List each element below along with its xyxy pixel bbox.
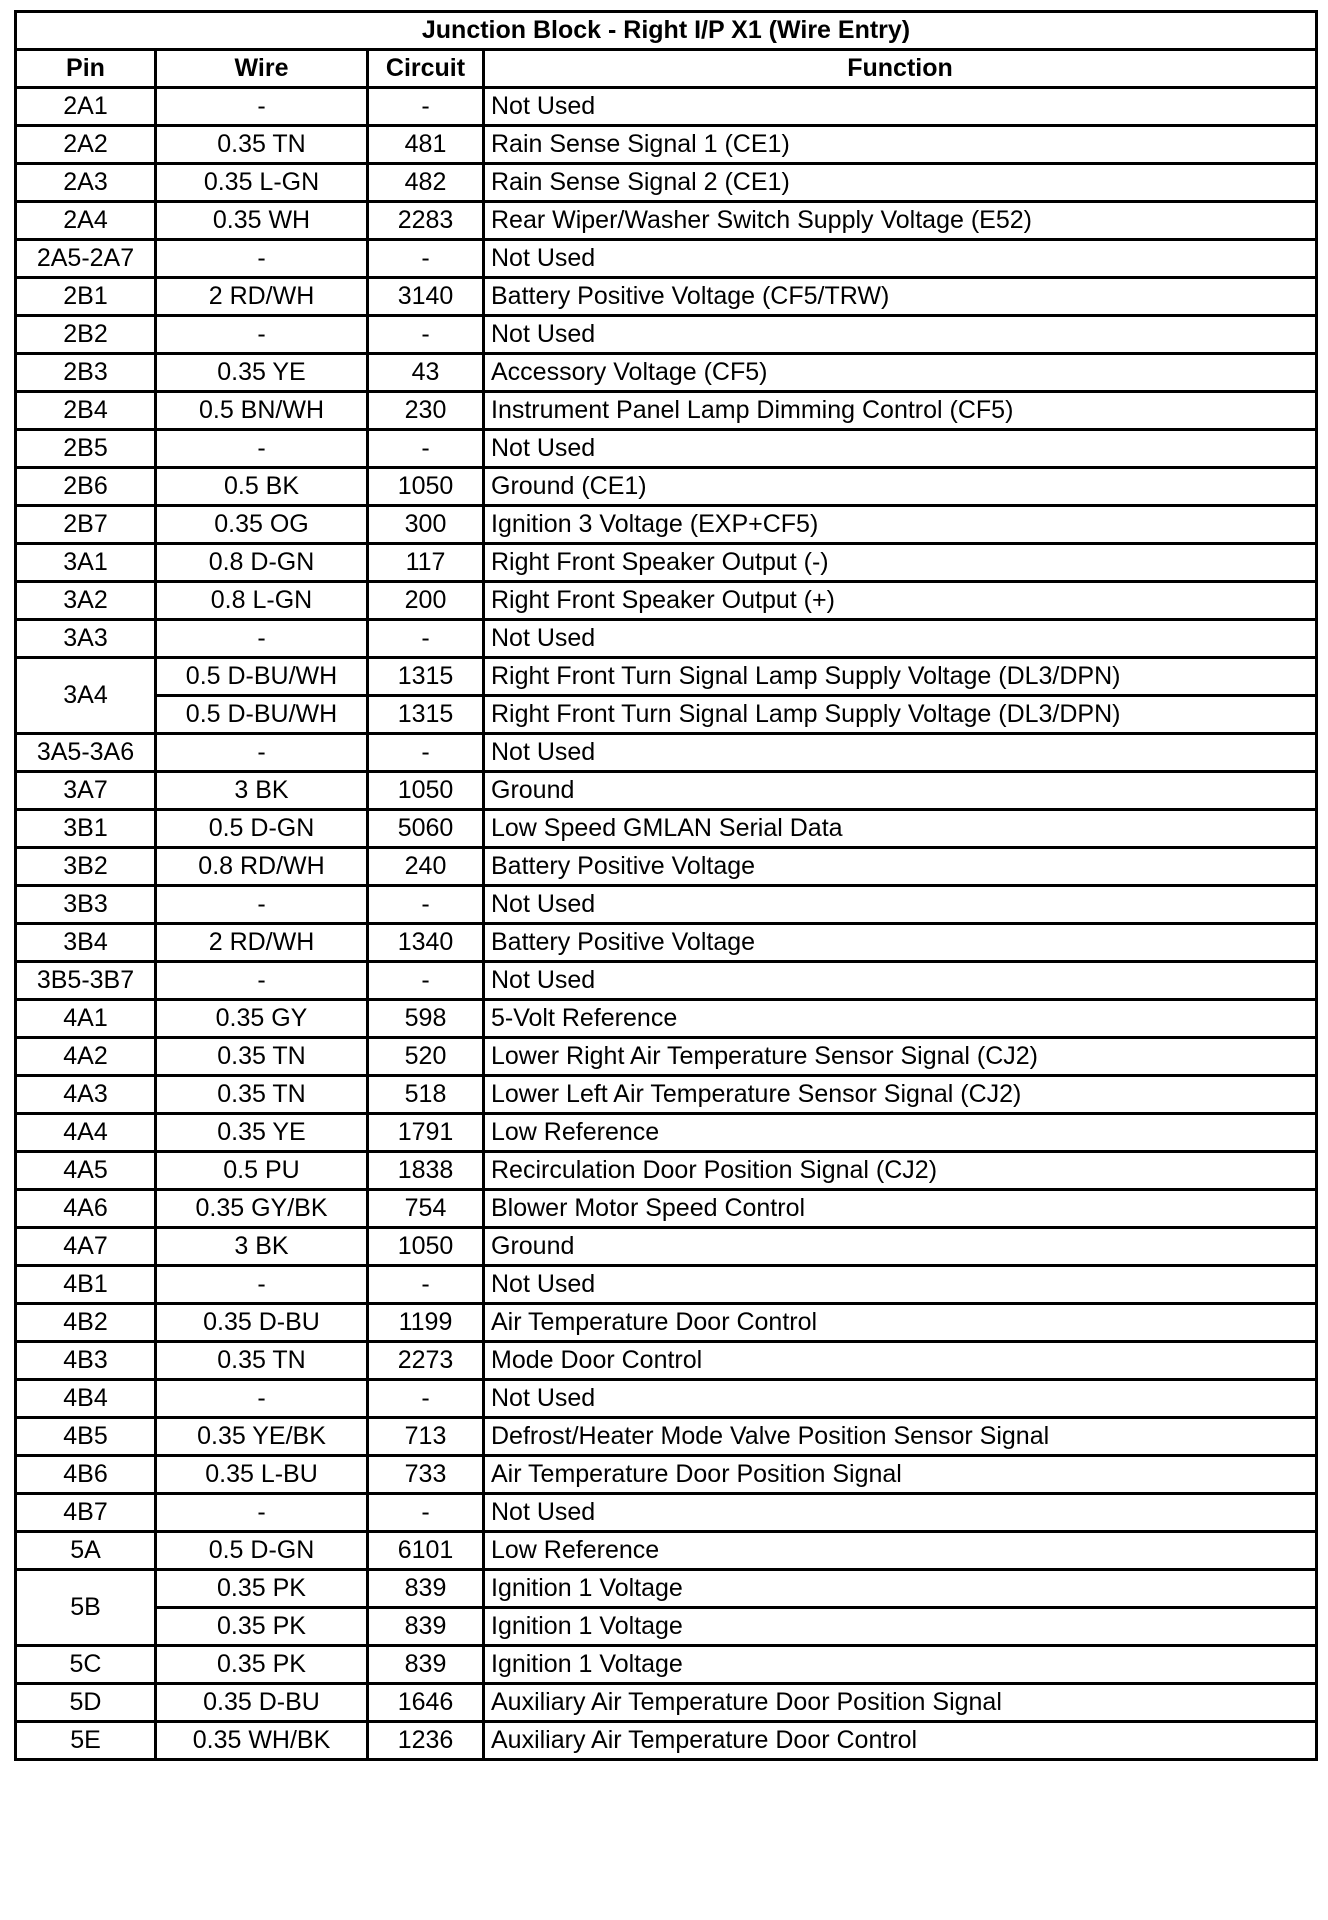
function-cell: Low Reference [484, 1114, 1317, 1152]
wire-cell: - [156, 962, 368, 1000]
wire-cell: 0.5 D-BU/WH [156, 658, 368, 696]
wire-cell: 0.8 RD/WH [156, 848, 368, 886]
table-row [16, 1266, 1317, 1304]
function-cell: Not Used [484, 962, 1317, 1000]
wire-cell: 0.35 YE [156, 354, 368, 392]
title-row [16, 12, 1317, 50]
wire-cell: 0.35 TN [156, 1342, 368, 1380]
circuit-cell: 1050 [368, 468, 484, 506]
wire-cell: 0.35 TN [156, 1038, 368, 1076]
pin-cell: 3A1 [16, 544, 156, 582]
pin-cell: 3A7 [16, 772, 156, 810]
pin-cell: 3B1 [16, 810, 156, 848]
table-row [16, 1304, 1317, 1342]
function-cell: Recirculation Door Position Signal (CJ2) [484, 1152, 1317, 1190]
function-cell: Battery Positive Voltage [484, 924, 1317, 962]
function-cell: Defrost/Heater Mode Valve Position Sensor Signal [484, 1418, 1317, 1456]
function-cell: Right Front Turn Signal Lamp Supply Voltage (DL3/DPN) [484, 658, 1317, 696]
wire-cell: 0.35 L-BU [156, 1456, 368, 1494]
table-row [16, 696, 1317, 734]
circuit-cell: 1838 [368, 1152, 484, 1190]
circuit-cell: 5060 [368, 810, 484, 848]
table-row [16, 1722, 1317, 1760]
pin-cell: 5D [16, 1684, 156, 1722]
circuit-cell: 43 [368, 354, 484, 392]
table-row [16, 316, 1317, 354]
circuit-cell: - [368, 734, 484, 772]
pin-cell: 4A3 [16, 1076, 156, 1114]
table-row [16, 1114, 1317, 1152]
wire-cell: 0.5 PU [156, 1152, 368, 1190]
table-row [16, 468, 1317, 506]
pin-cell: 2A5-2A7 [16, 240, 156, 278]
pin-cell: 3A3 [16, 620, 156, 658]
pin-cell: 4B4 [16, 1380, 156, 1418]
table-row [16, 1342, 1317, 1380]
wire-cell: 0.35 D-BU [156, 1304, 368, 1342]
table-row [16, 1684, 1317, 1722]
circuit-cell: 1340 [368, 924, 484, 962]
function-cell: Not Used [484, 620, 1317, 658]
pin-cell: 2B6 [16, 468, 156, 506]
function-cell: Air Temperature Door Position Signal [484, 1456, 1317, 1494]
table-row [16, 240, 1317, 278]
pin-cell: 4A2 [16, 1038, 156, 1076]
table-row [16, 1038, 1317, 1076]
circuit-cell: 117 [368, 544, 484, 582]
wire-cell: - [156, 240, 368, 278]
function-cell: Low Reference [484, 1532, 1317, 1570]
table-row [16, 1380, 1317, 1418]
table-row [16, 1190, 1317, 1228]
wire-cell: 0.35 YE [156, 1114, 368, 1152]
function-cell: Not Used [484, 1494, 1317, 1532]
header-pin: Pin [16, 50, 156, 88]
table-row [16, 544, 1317, 582]
circuit-cell: - [368, 316, 484, 354]
function-cell: Ignition 1 Voltage [484, 1608, 1317, 1646]
function-cell: Ground [484, 772, 1317, 810]
circuit-cell: 300 [368, 506, 484, 544]
wire-cell: 0.35 L-GN [156, 164, 368, 202]
circuit-cell: - [368, 886, 484, 924]
pin-cell: 2B1 [16, 278, 156, 316]
table-row [16, 772, 1317, 810]
circuit-cell: - [368, 962, 484, 1000]
function-cell: Right Front Speaker Output (-) [484, 544, 1317, 582]
pin-cell: 4B5 [16, 1418, 156, 1456]
circuit-cell: 518 [368, 1076, 484, 1114]
wire-cell: 0.35 YE/BK [156, 1418, 368, 1456]
table-title: Junction Block - Right I/P X1 (Wire Entry) [16, 12, 1317, 50]
wire-cell: 0.35 PK [156, 1646, 368, 1684]
function-cell: Mode Door Control [484, 1342, 1317, 1380]
pin-cell: 2B7 [16, 506, 156, 544]
pin-cell: 2A3 [16, 164, 156, 202]
table-row [16, 1570, 1317, 1608]
table-row [16, 924, 1317, 962]
circuit-cell: 713 [368, 1418, 484, 1456]
circuit-cell: 2283 [368, 202, 484, 240]
wire-cell: - [156, 886, 368, 924]
circuit-cell: 1791 [368, 1114, 484, 1152]
table-row [16, 1152, 1317, 1190]
circuit-cell: 1199 [368, 1304, 484, 1342]
pin-cell: 2B5 [16, 430, 156, 468]
wire-cell: 3 BK [156, 1228, 368, 1266]
function-cell: Ignition 1 Voltage [484, 1570, 1317, 1608]
table-row [16, 962, 1317, 1000]
table-row [16, 620, 1317, 658]
wire-cell: 0.5 D-GN [156, 810, 368, 848]
circuit-cell: - [368, 430, 484, 468]
function-cell: Rain Sense Signal 2 (CE1) [484, 164, 1317, 202]
circuit-cell: 1050 [368, 1228, 484, 1266]
table-row [16, 1456, 1317, 1494]
pin-cell: 3B4 [16, 924, 156, 962]
wire-cell: 0.35 PK [156, 1570, 368, 1608]
table-row [16, 1076, 1317, 1114]
wire-cell: - [156, 620, 368, 658]
function-cell: Not Used [484, 886, 1317, 924]
pin-cell: 4A1 [16, 1000, 156, 1038]
wire-cell: 0.35 WH/BK [156, 1722, 368, 1760]
pin-cell: 4B2 [16, 1304, 156, 1342]
circuit-cell: 2273 [368, 1342, 484, 1380]
function-cell: Battery Positive Voltage [484, 848, 1317, 886]
header-function: Function [484, 50, 1317, 88]
connector-table-sheet [14, 10, 1315, 1761]
circuit-cell: 481 [368, 126, 484, 164]
function-cell: Rear Wiper/Washer Switch Supply Voltage (E52) [484, 202, 1317, 240]
wire-cell: 3 BK [156, 772, 368, 810]
table-row [16, 1608, 1317, 1646]
wire-cell: 0.5 BN/WH [156, 392, 368, 430]
table-row [16, 1418, 1317, 1456]
circuit-cell: - [368, 1380, 484, 1418]
pin-cell: 3B3 [16, 886, 156, 924]
circuit-cell: 839 [368, 1570, 484, 1608]
table-row [16, 164, 1317, 202]
pin-cell: 5C [16, 1646, 156, 1684]
circuit-cell: 200 [368, 582, 484, 620]
circuit-cell: 733 [368, 1456, 484, 1494]
function-cell: Not Used [484, 240, 1317, 278]
header-row [16, 50, 1317, 88]
circuit-cell: 230 [368, 392, 484, 430]
table-row [16, 848, 1317, 886]
table-row [16, 202, 1317, 240]
pin-cell: 2B3 [16, 354, 156, 392]
wire-cell: - [156, 1380, 368, 1418]
function-cell: 5-Volt Reference [484, 1000, 1317, 1038]
function-cell: Ground [484, 1228, 1317, 1266]
pin-cell: 4B3 [16, 1342, 156, 1380]
pin-cell: 5B [16, 1570, 156, 1646]
wire-cell: 0.35 OG [156, 506, 368, 544]
function-cell: Ignition 3 Voltage (EXP+CF5) [484, 506, 1317, 544]
header-circuit: Circuit [368, 50, 484, 88]
circuit-cell: 240 [368, 848, 484, 886]
circuit-cell: 1050 [368, 772, 484, 810]
function-cell: Air Temperature Door Control [484, 1304, 1317, 1342]
table-row [16, 810, 1317, 848]
pin-cell: 2A4 [16, 202, 156, 240]
wire-cell: 0.5 D-BU/WH [156, 696, 368, 734]
function-cell: Right Front Speaker Output (+) [484, 582, 1317, 620]
table-row [16, 1494, 1317, 1532]
circuit-cell: 754 [368, 1190, 484, 1228]
table-row [16, 658, 1317, 696]
circuit-cell: 839 [368, 1646, 484, 1684]
table-row [16, 734, 1317, 772]
table-row [16, 506, 1317, 544]
table-row [16, 126, 1317, 164]
pin-cell: 3A4 [16, 658, 156, 734]
wire-cell: - [156, 1266, 368, 1304]
table-row [16, 1000, 1317, 1038]
wire-cell: - [156, 88, 368, 126]
function-cell: Ignition 1 Voltage [484, 1646, 1317, 1684]
pin-cell: 5E [16, 1722, 156, 1760]
circuit-cell: - [368, 620, 484, 658]
function-cell: Battery Positive Voltage (CF5/TRW) [484, 278, 1317, 316]
pin-cell: 5A [16, 1532, 156, 1570]
wire-cell: - [156, 316, 368, 354]
pin-cell: 4A4 [16, 1114, 156, 1152]
circuit-cell: - [368, 240, 484, 278]
circuit-cell: 3140 [368, 278, 484, 316]
pin-cell: 3A5-3A6 [16, 734, 156, 772]
wire-cell: 0.35 GY/BK [156, 1190, 368, 1228]
pin-cell: 2A2 [16, 126, 156, 164]
wire-cell: 2 RD/WH [156, 278, 368, 316]
wire-cell: 0.35 TN [156, 1076, 368, 1114]
function-cell: Not Used [484, 1266, 1317, 1304]
wire-cell: 0.35 GY [156, 1000, 368, 1038]
table-row [16, 1646, 1317, 1684]
table-row [16, 392, 1317, 430]
table-row [16, 278, 1317, 316]
function-cell: Not Used [484, 316, 1317, 354]
table-row [16, 582, 1317, 620]
function-cell: Not Used [484, 88, 1317, 126]
wire-cell: 0.5 BK [156, 468, 368, 506]
pin-cell: 2B4 [16, 392, 156, 430]
function-cell: Lower Left Air Temperature Sensor Signal (CJ2) [484, 1076, 1317, 1114]
circuit-cell: 839 [368, 1608, 484, 1646]
function-cell: Rain Sense Signal 1 (CE1) [484, 126, 1317, 164]
pin-cell: 4B1 [16, 1266, 156, 1304]
wire-cell: 0.35 WH [156, 202, 368, 240]
wire-cell: - [156, 734, 368, 772]
function-cell: Not Used [484, 430, 1317, 468]
circuit-cell: 1315 [368, 658, 484, 696]
wire-cell: 0.35 PK [156, 1608, 368, 1646]
circuit-cell: 598 [368, 1000, 484, 1038]
pin-cell: 2A1 [16, 88, 156, 126]
circuit-cell: - [368, 1494, 484, 1532]
circuit-cell: 1315 [368, 696, 484, 734]
table-row [16, 886, 1317, 924]
circuit-cell: 1236 [368, 1722, 484, 1760]
wire-cell: 0.8 L-GN [156, 582, 368, 620]
wire-cell: 0.35 D-BU [156, 1684, 368, 1722]
table-row [16, 1228, 1317, 1266]
wire-cell: 0.5 D-GN [156, 1532, 368, 1570]
table-row [16, 430, 1317, 468]
pin-cell: 4A7 [16, 1228, 156, 1266]
pin-cell: 3A2 [16, 582, 156, 620]
wire-cell: 2 RD/WH [156, 924, 368, 962]
wire-cell: 0.8 D-GN [156, 544, 368, 582]
table-row [16, 1532, 1317, 1570]
function-cell: Right Front Turn Signal Lamp Supply Voltage (DL3/DPN) [484, 696, 1317, 734]
circuit-cell: - [368, 1266, 484, 1304]
table-row [16, 88, 1317, 126]
wire-cell: - [156, 1494, 368, 1532]
circuit-cell: - [368, 88, 484, 126]
function-cell: Not Used [484, 1380, 1317, 1418]
wire-cell: 0.35 TN [156, 126, 368, 164]
pin-cell: 4A6 [16, 1190, 156, 1228]
circuit-cell: 6101 [368, 1532, 484, 1570]
pin-cell: 2B2 [16, 316, 156, 354]
function-cell: Auxiliary Air Temperature Door Position Signal [484, 1684, 1317, 1722]
function-cell: Instrument Panel Lamp Dimming Control (CF5) [484, 392, 1317, 430]
circuit-cell: 520 [368, 1038, 484, 1076]
function-cell: Accessory Voltage (CF5) [484, 354, 1317, 392]
pin-cell: 4B7 [16, 1494, 156, 1532]
function-cell: Ground (CE1) [484, 468, 1317, 506]
circuit-cell: 1646 [368, 1684, 484, 1722]
table-row [16, 354, 1317, 392]
function-cell: Auxiliary Air Temperature Door Control [484, 1722, 1317, 1760]
function-cell: Not Used [484, 734, 1317, 772]
pinout-table [14, 10, 1318, 1761]
function-cell: Low Speed GMLAN Serial Data [484, 810, 1317, 848]
circuit-cell: 482 [368, 164, 484, 202]
table-body [16, 88, 1317, 1760]
function-cell: Lower Right Air Temperature Sensor Signal (CJ2) [484, 1038, 1317, 1076]
header-wire: Wire [156, 50, 368, 88]
pin-cell: 4B6 [16, 1456, 156, 1494]
pin-cell: 3B5-3B7 [16, 962, 156, 1000]
wire-cell: - [156, 430, 368, 468]
pin-cell: 3B2 [16, 848, 156, 886]
function-cell: Blower Motor Speed Control [484, 1190, 1317, 1228]
pin-cell: 4A5 [16, 1152, 156, 1190]
